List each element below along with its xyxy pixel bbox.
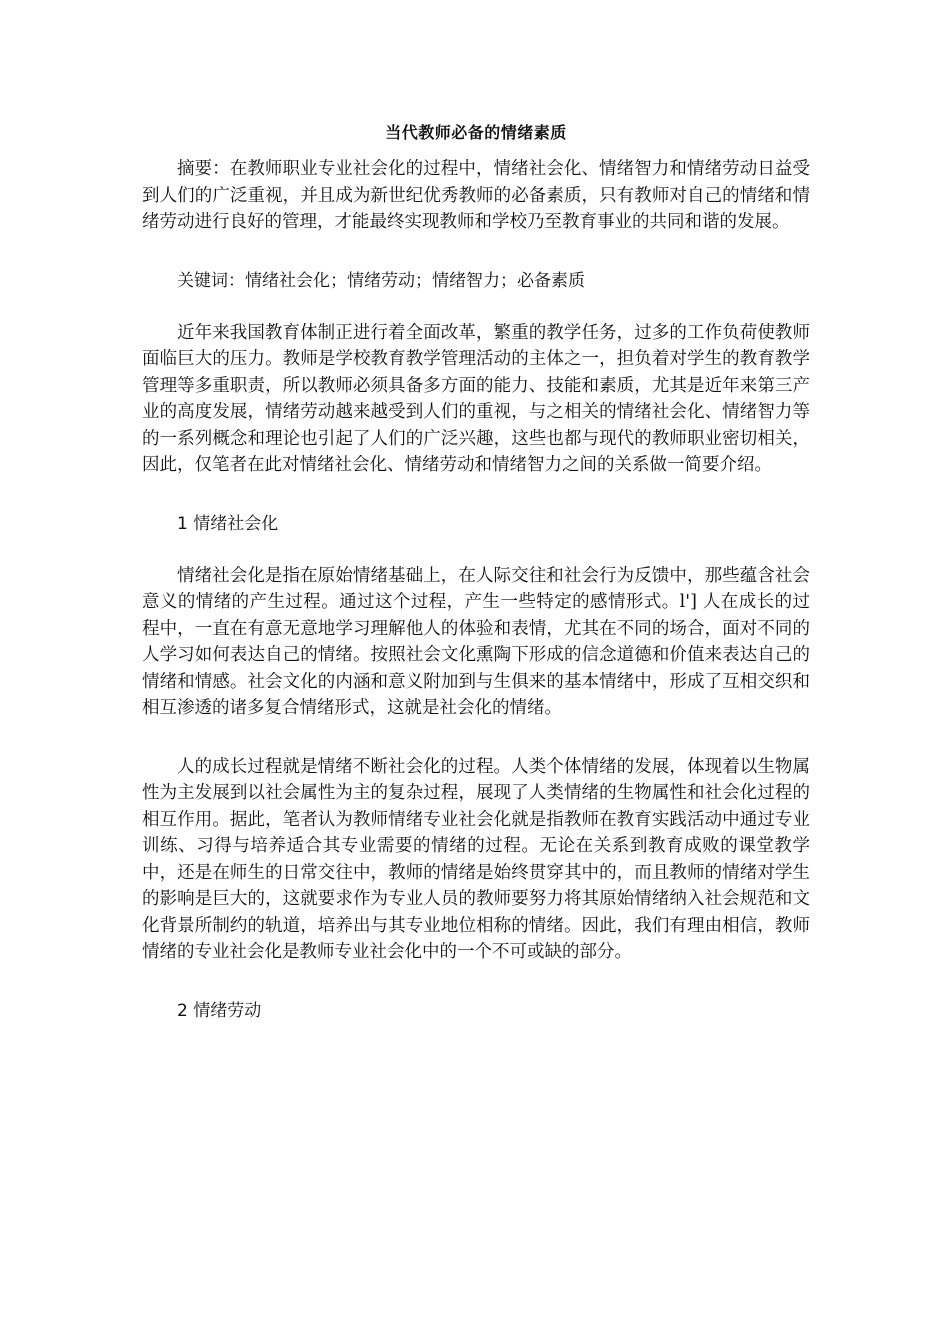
- keywords-line: 关键词：情绪社会化；情绪劳动；情绪智力；必备素质: [177, 270, 585, 291]
- document-page: [142, 120, 810, 1050]
- abstract-paragraph: 摘要：在教师职业专业社会化的过程中，情绪社会化、情绪智力和情绪劳动日益受到人们的广泛重视，并且成为新世纪优秀教师的必备素质，只有教师对自己的情绪和情绪劳动进行良好的管理，才能最终实现教师和学校乃至教育事业的共同和谐的发展。: [142, 159, 810, 232]
- document-title: 当代教师必备的情绪素质: [385, 123, 567, 142]
- intro-paragraph: 近年来我国教育体制正进行着全面改革，繁重的教学任务，过多的工作负荷使教师面临巨大的压力。教师是学校教育教学管理活动的主体之一，担负着对学生的教育教学管理等多重职责，所以教师必须具备多方面的能力、技能和素质，尤其是近年来第三产业的高度发展，情绪劳动越来越受到人们的重视，与之相关的情绪社会化、情绪智力等的一系列概念和理论也引起了人们的广泛兴趣，这些也都与现代的教师职业密切相关，因此，仅笔者在此对情绪社会化、情绪劳动和情绪智力之间的关系做一简要介绍。: [142, 322, 810, 475]
- section1-paragraph-1: 情绪社会化是指在原始情绪基础上，在人际交往和社会行为反馈中，那些蕴含社会意义的情绪的产生过程。通过这个过程，产生一些特定的感情形式。l'] 人在成长的过程中，一直在有意无意地学习理解他人的体验和表情，尤其在不同的场合，面对不同的人学习如何表达自己的情绪。按照社会文化熏陶下形成的信念道德和价值来表达自己的情绪和情感。社会文化的内涵和意义附加到与生俱来的基本情绪中，形成了互相交织和相互渗透的诸多复合情绪形式，这就是社会化的情绪。: [142, 565, 810, 718]
- section1-paragraph-2: 人的成长过程就是情绪不断社会化的过程。人类个体情绪的发展，体现着以生物属性为主发展到以社会属性为主的复杂过程，展现了人类情绪的生物属性和社会化过程的相互作用。据此，笔者认为教师情绪专业社会化就是指教师在教育实践活动中通过专业训练、习得与培养适合其专业需要的情绪的过程。无论在关系到教育成败的课堂教学中，还是在师生的日常交往中，教师的情绪是始终贯穿其中的，而且教师的情绪对学生的影响是巨大的，这就要求作为专业人员的教师要努力将其原始情绪纳入社会规范和文化背景所制约的轨道，培养出与其专业地位相称的情绪。因此，我们有理由相信，教师情绪的专业社会化是教师专业社会化中的一个不可或缺的部分。: [142, 756, 810, 962]
- section-heading-1: 1 情绪社会化: [177, 513, 279, 534]
- section-heading-2: 2 情绪劳动: [177, 1000, 262, 1021]
